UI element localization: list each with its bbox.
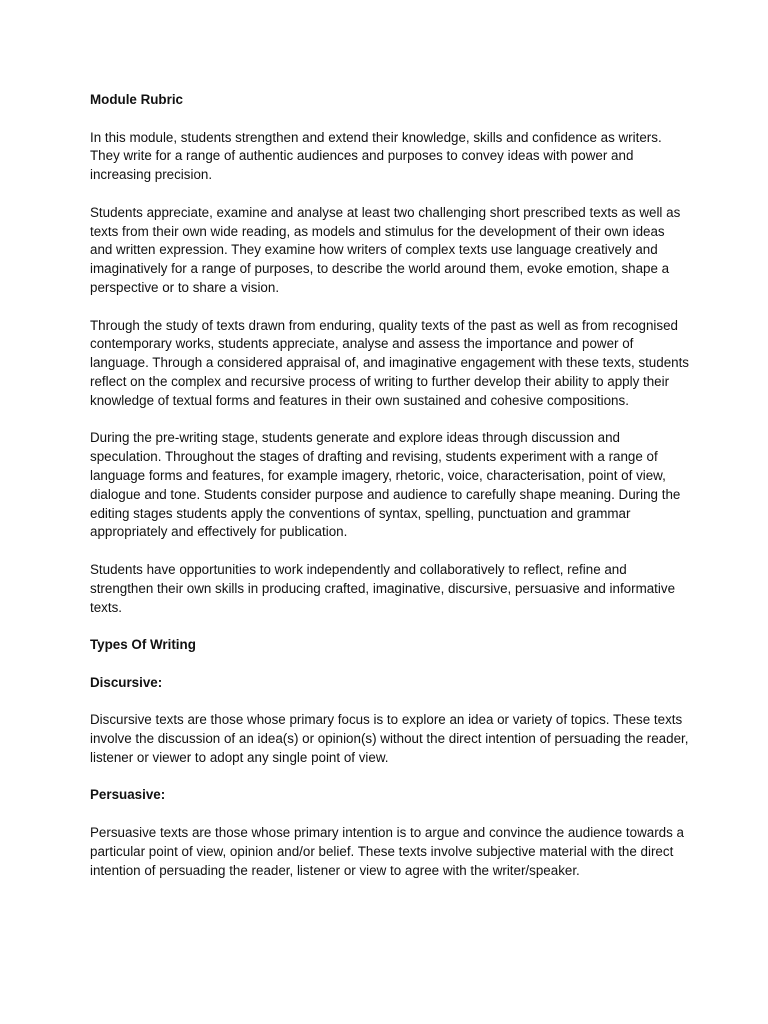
discursive-heading: Discursive: bbox=[90, 674, 163, 690]
persuasive-text: Persuasive texts are those whose primary intention is to argue and convince the audience towards a particular point of view, opinion and/or belief. These texts involve subjective material with the direct intention of persuading the reader, listener or view to agree with the writer/speaker. bbox=[90, 825, 684, 878]
discursive-text: Discursive texts are those whose primary focus is to explore an idea or variety of topics. These texts involve the discussion of an idea(s) or opinion(s) without the direct intention of persuading the reader, listener or viewer to adopt any single point of view. bbox=[90, 712, 689, 765]
intro-paragraph: During the pre-writing stage, students generate and explore ideas through discussion and speculation. Throughout the stages of drafting and revising, students experiment with a range of language forms and features, for example imagery, rhetoric, voice, characterisation, point of view, dialogue and tone. Students consider purpose and audience to carefully shape meaning. During the editing stages students apply the conventions of syntax, spelling, punctuation and grammar appropriately and effectively for publication. bbox=[90, 430, 681, 540]
persuasive-heading: Persuasive: bbox=[90, 787, 166, 803]
document-body bbox=[90, 91, 690, 899]
intro-paragraph: Students appreciate, examine and analyse at least two challenging short prescribed texts as well as texts from their own wide reading, as models and stimulus for the development of their own ideas and written expression. They examine how writers of complex texts use language creatively and imaginatively for a range of purposes, to describe the world around them, evoke emotion, shape a perspective or to share a vision. bbox=[90, 204, 681, 295]
intro-paragraph: In this module, students strengthen and extend their knowledge, skills and confidence as writers. They write for a range of authentic audiences and purposes to convey ideas with power and increasing precision. bbox=[90, 129, 662, 183]
intro-paragraph: Through the study of texts drawn from enduring, quality texts of the past as well as from recognised contemporary works, students appreciate, analyse and assess the importance and power of language. Through a considered appraisal of, and imaginative engagement with these texts, students reflect on the complex and recursive process of writing to further develop their ability to apply their knowledge of textual forms and features in their own sustained and cohesive compositions. bbox=[90, 317, 690, 408]
types-heading: Types Of Writing bbox=[90, 637, 196, 653]
module-title: Module Rubric bbox=[90, 92, 183, 107]
intro-paragraph: Students have opportunities to work independently and collaboratively to reflect, refine and strengthen their own skills in producing crafted, imaginative, discursive, persuasive and informative texts. bbox=[90, 561, 676, 615]
